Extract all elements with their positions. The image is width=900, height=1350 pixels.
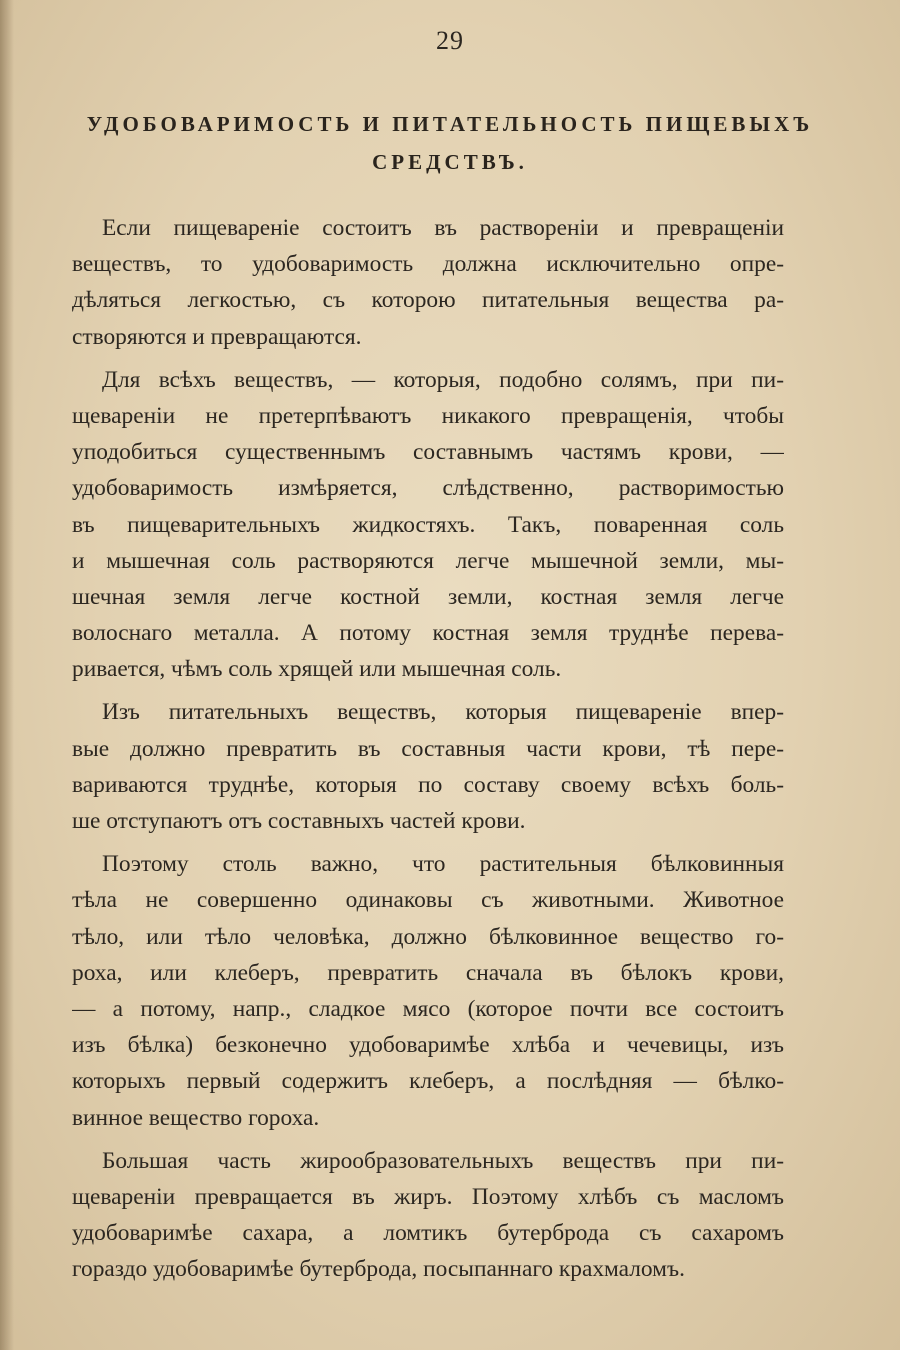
text-line: которыхъ первый содержитъ клеберъ, а послѣдняя — бѣлко- (72, 1068, 784, 1095)
page-binding-shadow (0, 0, 14, 1350)
text-line: роха, или клеберъ, превратить сначала въ бѣлокъ крови, (72, 959, 784, 986)
text-line: гораздо удобоваримѣе бутерброда, посыпаннаго крахмаломъ. (72, 1256, 685, 1283)
text-line: тѣла не совершенно одинаковы съ животными. Животное (72, 887, 784, 914)
paragraph (72, 362, 784, 688)
paragraph (72, 1143, 784, 1288)
text-line: Большая часть жирообразовательныхъ веществъ при пи- (102, 1147, 784, 1174)
text-line: уподобиться существеннымъ составнымъ частямъ крови, — (72, 439, 784, 466)
text-line: Изъ питательныхъ веществъ, которыя пищевареніе впер- (102, 699, 784, 726)
text-line: Поэтому столь важно, что растительныя бѣлковинныя (102, 851, 784, 878)
paragraph (72, 694, 784, 839)
text-line: створяются и превращаются. (72, 323, 362, 350)
text-line: Если пищевареніе состоитъ въ раствореніи и превращеніи (102, 215, 784, 241)
text-line: Для всѣхъ веществъ, — которыя, подобно солямъ, при пи- (102, 366, 784, 393)
text-line: удобоваримѣе сахара, а ломтикъ бутерброда съ сахаромъ (72, 1220, 784, 1247)
section-heading-line-2: СРЕДСТВЪ. (372, 150, 528, 174)
text-line: веществъ, то удобоваримость должна исключительно опре- (72, 251, 784, 278)
paragraph (72, 210, 784, 355)
text-line: ше отступаютъ отъ составныхъ частей крови. (72, 808, 526, 834)
text-line: волоснаго металла. А потому костная земля труднѣе перева- (72, 620, 784, 647)
text-line: щевареніи не претерпѣваютъ никакого превращенія, чтобы (72, 402, 784, 429)
text-line: изъ бѣлка) безконечно удобоваримѣе хлѣба и чечевицы, изъ (72, 1032, 784, 1059)
page-number: 29 (436, 26, 464, 55)
body-text (72, 210, 784, 1287)
text-line: въ пищеварительныхъ жидкостяхъ. Такъ, поваренная соль (72, 511, 784, 538)
text-line: дѣляться легкостью, съ которою питательныя вещества ра- (72, 287, 784, 314)
text-line: вариваются труднѣе, которыя по составу своему всѣхъ боль- (72, 771, 784, 798)
text-line: вые должно превратить въ составныя части крови, тѣ пере- (72, 735, 784, 762)
section-heading-line-1: УДОБОВАРИМОСТЬ И ПИТАТЕЛЬНОСТЬ ПИЩЕВЫХЪ (86, 112, 814, 136)
text-line: — а потому, напр., сладкое мясо (которое почти все состоитъ (72, 995, 784, 1022)
text-line: тѣло, или тѣло человѣка, должно бѣлковинное вещество го- (72, 923, 784, 950)
text-line: шечная земля легче костной земли, костная земля легче (72, 583, 784, 610)
text-line: и мышечная соль растворяются легче мышечной земли, мы- (72, 547, 784, 574)
text-line: удобоваримость измѣряется, слѣдственно, растворимостью (72, 475, 784, 502)
text-line: щевареніи превращается въ жиръ. Поэтому хлѣбъ съ масломъ (72, 1183, 784, 1210)
text-line: ривается, чѣмъ соль хрящей или мышечная соль. (72, 656, 562, 683)
paragraph (72, 846, 784, 1136)
text-line: винное вещество гороха. (72, 1104, 320, 1131)
